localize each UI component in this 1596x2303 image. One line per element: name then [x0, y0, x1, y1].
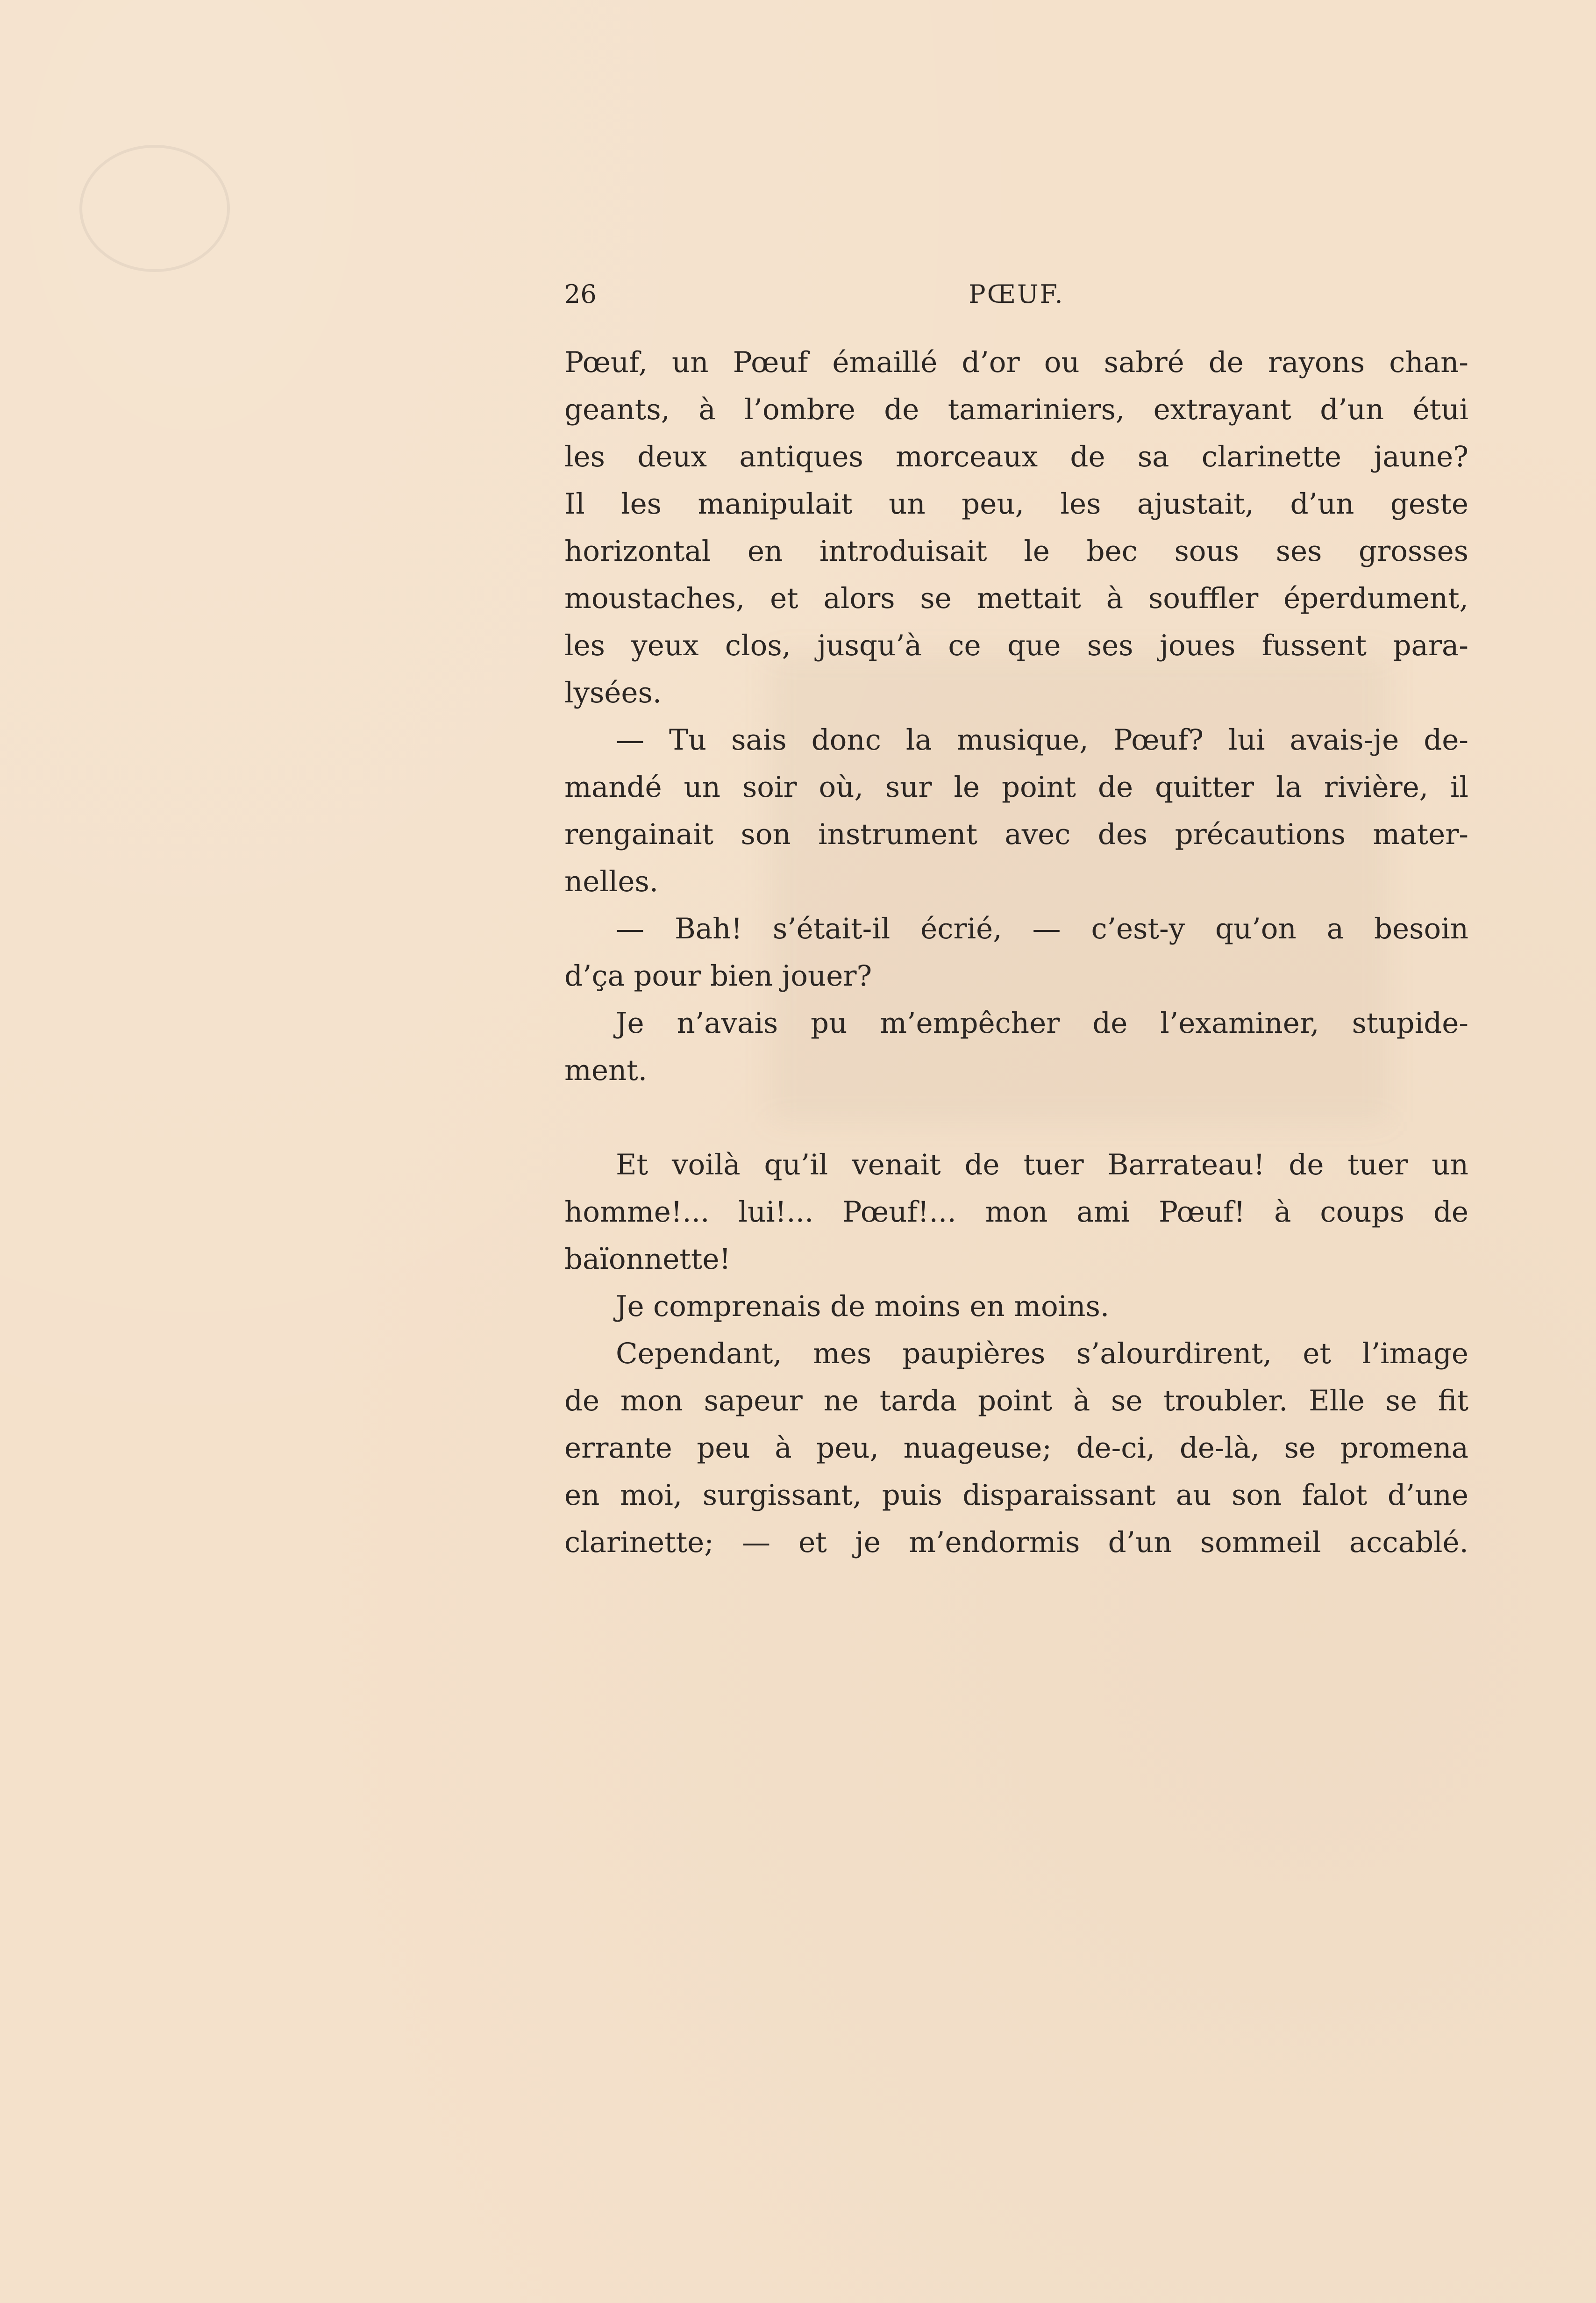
- text-line: geants, à l’ombre de tamariniers, extrayant d’un étui: [564, 393, 1468, 426]
- text-line: rengainait son instrument avec des précautions mater-: [564, 818, 1468, 851]
- text-line: Cependant, mes paupières s’alourdirent, et l’image: [616, 1337, 1468, 1370]
- body-text: [564, 339, 1468, 1566]
- text-line: clarinette; — et je m’endormis d’un sommeil accablé.: [564, 1526, 1468, 1559]
- text-line: — Tu sais donc la musique, Pœuf? lui avais-je de-: [616, 723, 1468, 757]
- text-line: Il les manipulait un peu, les ajustait, d’un geste: [564, 487, 1468, 521]
- text-line: homme!... lui!... Pœuf!... mon ami Pœuf! à coups de: [564, 1195, 1468, 1229]
- text-line: Je comprenais de moins en moins.: [616, 1290, 1110, 1323]
- text-line: errante peu à peu, nuageuse; de-ci, de-là, se promena: [564, 1431, 1468, 1465]
- text-line: baïonnette!: [564, 1243, 731, 1276]
- text-line: Et voilà qu’il venait de tuer Barrateau! de tuer un: [616, 1148, 1468, 1181]
- text-line: nelles.: [564, 865, 659, 898]
- faded-library-stamp: [79, 145, 230, 272]
- text-line: en moi, surgissant, puis disparaissant au son falot d’une: [564, 1479, 1468, 1512]
- section-break: [564, 1094, 1468, 1141]
- text-line: Je n’avais pu m’empêcher de l’examiner, stupide-: [616, 1007, 1468, 1040]
- text-line: moustaches, et alors se mettait à souffler éperdument,: [564, 582, 1468, 615]
- text-line: lysées.: [564, 676, 662, 709]
- text-line: d’ça pour bien jouer?: [564, 959, 872, 993]
- page-number: 26: [564, 279, 597, 309]
- text-line: — Bah! s’était-il écrié, — c’est-y qu’on a besoin: [616, 912, 1468, 945]
- text-line: les deux antiques morceaux de sa clarinette jaune?: [564, 440, 1468, 473]
- text-line: ment.: [564, 1054, 648, 1087]
- text-line: de mon sapeur ne tarda point à se troubler. Elle se fit: [564, 1384, 1468, 1417]
- running-title: PŒUF.: [969, 279, 1064, 309]
- text-line: horizontal en introduisait le bec sous ses grosses: [564, 535, 1468, 568]
- running-head: [564, 279, 1468, 317]
- text-line: Pœuf, un Pœuf émaillé d’or ou sabré de rayons chan-: [564, 346, 1468, 379]
- text-line: mandé un soir où, sur le point de quitter la rivière, il: [564, 771, 1468, 804]
- text-line: les yeux clos, jusqu’à ce que ses joues fussent para-: [564, 629, 1468, 662]
